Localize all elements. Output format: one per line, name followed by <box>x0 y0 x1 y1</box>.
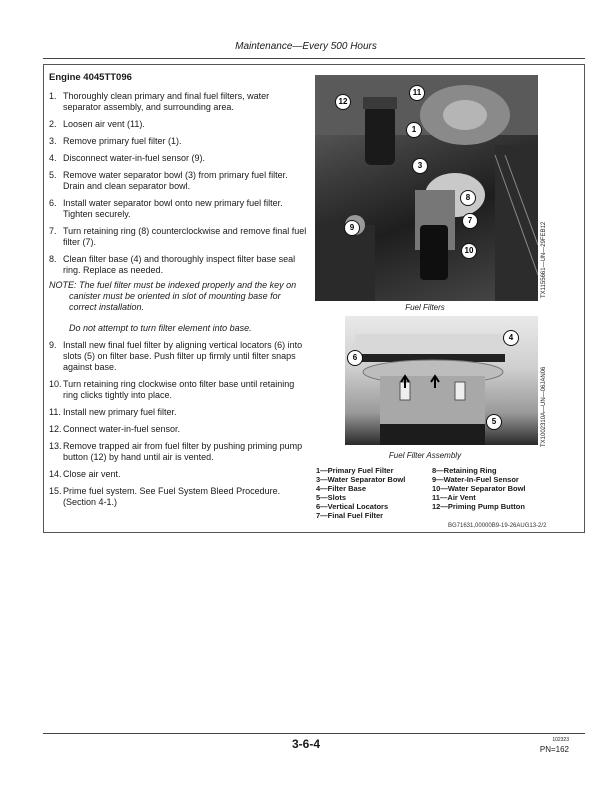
procedure-step <box>49 469 307 480</box>
callout-5: 5 <box>486 414 502 430</box>
footer-code: 102323 <box>552 737 569 743</box>
step-text: Install new final fuel filter by aligning vertical locators (6) into slots (5) on filter base. Push filter up firmly until filter snaps against base. <box>63 340 303 372</box>
step-text: Remove water separator bowl (3) from primary fuel filter. Drain and clean separator bowl. <box>63 170 288 191</box>
callout-7: 7 <box>462 213 478 229</box>
step-text: Remove primary fuel filter (1). <box>63 136 182 146</box>
step-number: 11. <box>49 407 61 417</box>
step-text: Thoroughly clean primary and final fuel filters, water separator assembly, and surrounding area. <box>63 91 270 112</box>
header-rule <box>43 58 585 59</box>
callout-11: 11 <box>409 85 425 101</box>
procedure-step <box>49 198 307 220</box>
callout-9: 9 <box>344 220 360 236</box>
step-text: Disconnect water-in-fuel sensor (9). <box>63 153 206 163</box>
step-number: 3. <box>49 136 57 146</box>
callout-12: 12 <box>335 94 351 110</box>
step-number: 6. <box>49 198 57 208</box>
procedure-step <box>49 91 307 113</box>
procedure-step <box>49 407 307 418</box>
callout-3: 3 <box>412 158 428 174</box>
step-number: 2. <box>49 119 57 129</box>
callout-4: 4 <box>503 330 519 346</box>
step-number: 10. <box>49 379 62 389</box>
step-number: 1. <box>49 91 57 101</box>
step-text: Loosen air vent (11). <box>63 119 145 129</box>
document-code: BG71631,00000B9-19-26AUG13-2/2 <box>448 523 547 529</box>
figure1-id: TX1155661—UN—29FEB12 <box>541 221 547 298</box>
step-text: Turn retaining ring clockwise onto filter base until retaining ring clicks tightly into place. <box>63 379 295 400</box>
step-text: Turn retaining ring (8) counterclockwise and remove final fuel filter (7). <box>63 226 307 247</box>
callout-8: 8 <box>460 190 476 206</box>
procedure-step <box>49 153 307 164</box>
step-number: 12. <box>49 424 62 434</box>
running-header: Maintenance—Every 500 Hours <box>235 41 377 52</box>
procedure-step <box>49 379 307 401</box>
legend-item: 10—Water Separator Bowl <box>432 484 526 493</box>
legend-item: 7—Final Fuel Filter <box>316 511 384 520</box>
step-text: Remove trapped air from fuel filter by pushing priming pump button (12) by hand until air is vented. <box>63 441 303 462</box>
step-text: Prime fuel system. See Fuel System Bleed Procedure. (Section 4-1.) <box>63 486 281 507</box>
step-number: 5. <box>49 170 57 180</box>
legend-item: 1—Primary Fuel Filter <box>316 466 394 475</box>
figure1-caption: Fuel Filters <box>405 303 445 312</box>
page-number: 3-6-4 <box>291 737 320 751</box>
legend-right <box>432 466 526 511</box>
note-extra: Do not attempt to turn filter element into base. <box>69 323 252 333</box>
procedure-step <box>49 119 307 130</box>
procedure-step <box>49 170 307 192</box>
legend-item: 12—Priming Pump Button <box>432 502 525 511</box>
step-number: 7. <box>49 226 57 236</box>
procedure-step <box>49 226 307 248</box>
footer-pn: PN=162 <box>539 745 569 754</box>
step-number: 15. <box>49 486 62 496</box>
step-text: Clean filter base (4) and thoroughly inspect filter base seal ring. Replace as needed. <box>63 254 296 275</box>
step-text: Close air vent. <box>63 469 121 479</box>
legend-item: 4—Filter Base <box>316 484 367 493</box>
step-number: 14. <box>49 469 62 479</box>
fuel-filter-assembly-photo <box>345 316 538 445</box>
procedure-step <box>49 424 307 435</box>
legend-item: 3—Water Separator Bowl <box>316 475 406 484</box>
step-text: Connect water-in-fuel sensor. <box>63 424 181 434</box>
legend-item: 5—Slots <box>316 493 347 502</box>
legend-item: 9—Water-In-Fuel Sensor <box>432 475 519 484</box>
step-number: 4. <box>49 153 57 163</box>
legend-item: 6—Vertical Locators <box>316 502 389 511</box>
legend-item: 8—Retaining Ring <box>432 466 497 475</box>
steps-list-b <box>49 340 307 508</box>
procedure-step <box>49 340 307 373</box>
figure2-id: TX1002310A—UN—06JAN06 <box>541 366 547 447</box>
callout-1: 1 <box>406 122 422 138</box>
engine-illustration <box>315 75 538 301</box>
note-text: NOTE: The fuel filter must be indexed properly and the key on canister must be oriented in slot of mounting base for correct installation. <box>49 280 297 312</box>
procedure-column <box>49 72 307 514</box>
fuel-filters-photo <box>315 75 538 301</box>
note-block <box>49 280 307 334</box>
callout-10: 10 <box>461 243 477 259</box>
legend-left <box>316 466 405 520</box>
section-title: Engine 4045TT096 <box>49 72 132 83</box>
legend-item: 11—Air Vent <box>432 493 476 502</box>
step-text: Install water separator bowl onto new primary fuel filter. Tighten securely. <box>63 198 283 219</box>
procedure-step <box>49 254 307 276</box>
steps-list-a <box>49 91 307 276</box>
procedure-step <box>49 136 307 147</box>
callout-6: 6 <box>347 350 363 366</box>
step-text: Install new primary fuel filter. <box>63 407 177 417</box>
procedure-step <box>49 441 307 463</box>
step-number: 13. <box>49 441 62 451</box>
figure2-caption: Fuel Filter Assembly <box>388 451 462 460</box>
procedure-step <box>49 486 307 508</box>
step-number: 8. <box>49 254 57 264</box>
step-number: 9. <box>49 340 57 350</box>
footer-rule <box>43 733 585 734</box>
